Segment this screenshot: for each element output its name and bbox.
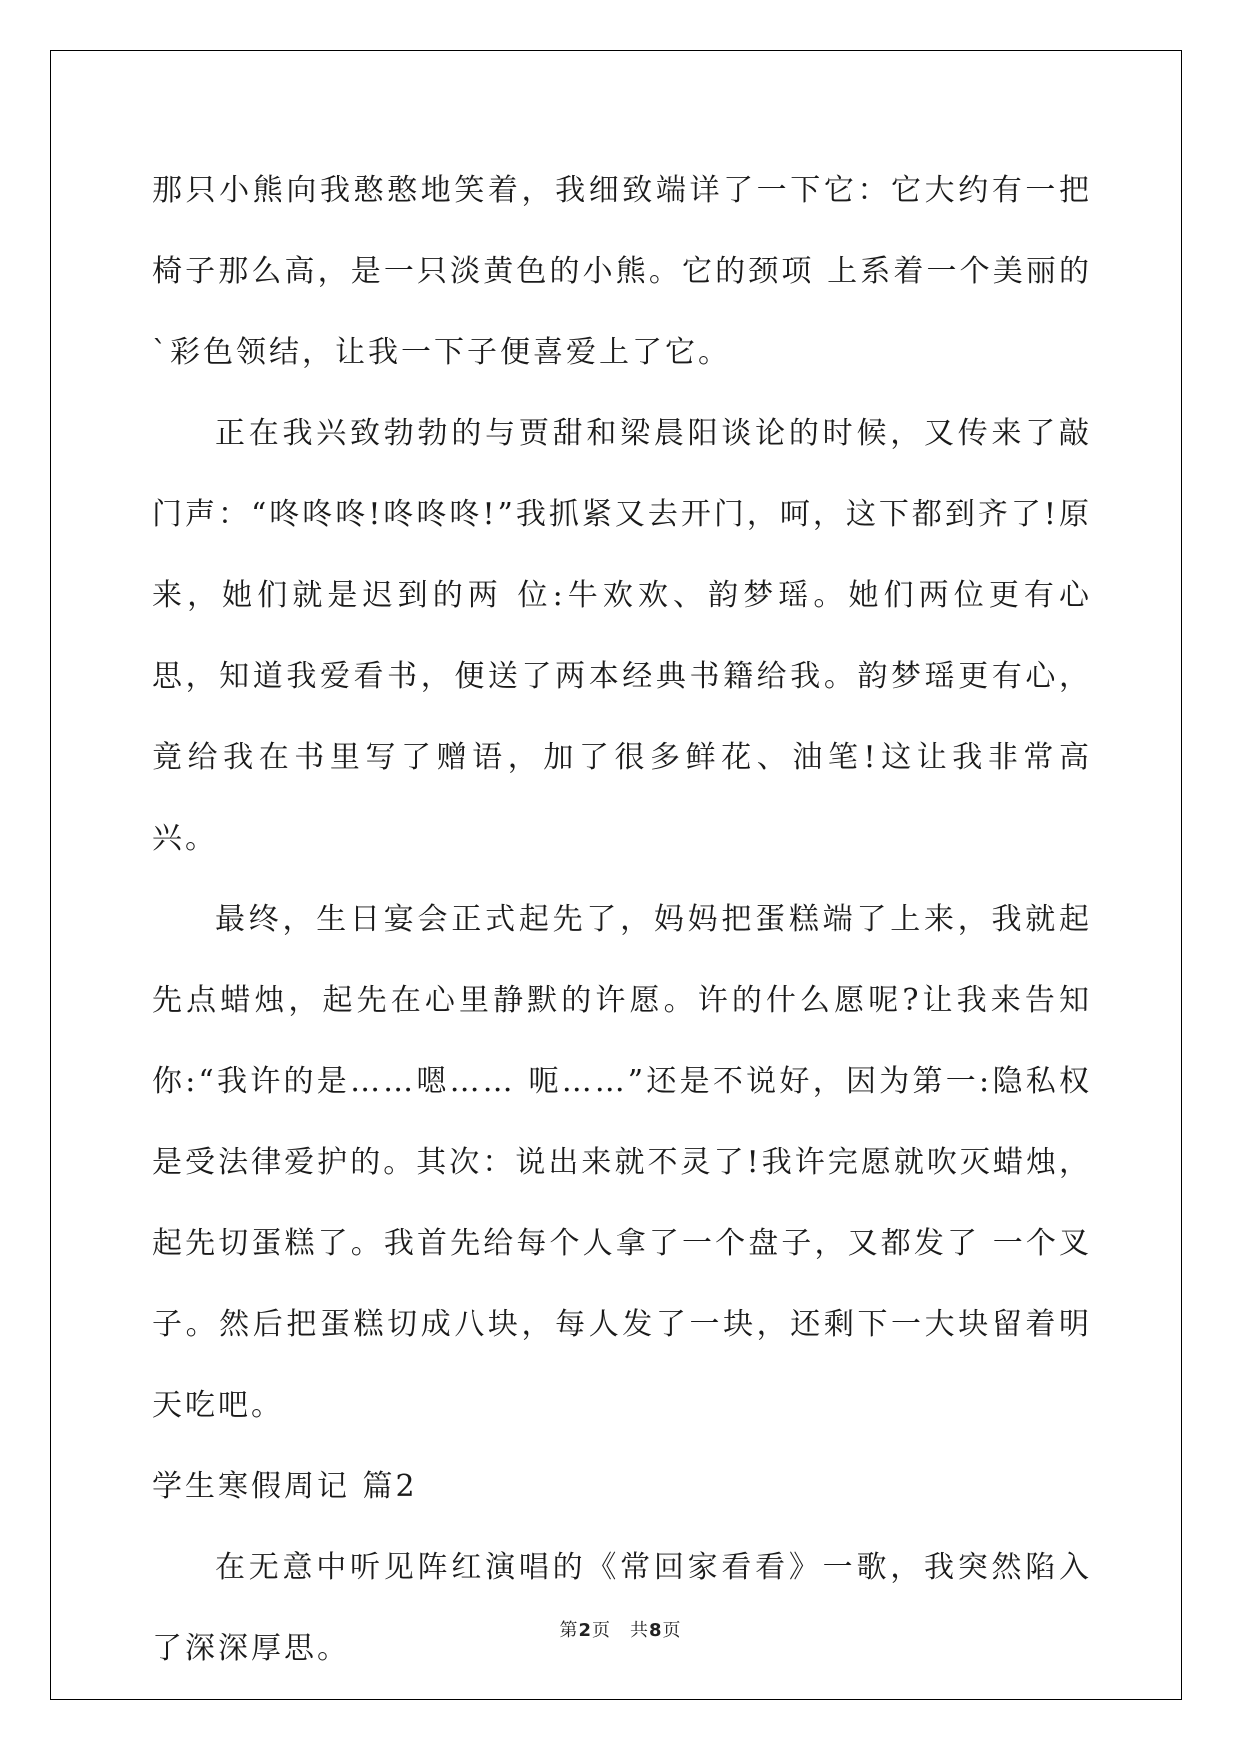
section-paragraph: 在无意中听见阵红演唱的《常回家看看》一歌，我突然陷入了深深厚思。 — [152, 1550, 1092, 1666]
footer-page-current: 2 — [578, 1620, 592, 1641]
paragraph-2: 正在我兴致勃勃的与贾甜和梁晨阳谈论的时候，又传来了敲门声：“咚咚咚!咚咚咚!”我抓紧又去开门，呵，这下都到齐了!原来，她们就是迟到的两 位:牛欢欢、韵梦瑶。她们两位更有心思，知道我爱看书，便送了两本经典书籍给我。韵梦瑶更有心，竟给我在书里写了赠语，加了很多鲜花、油笔!这让我非常高 兴。 — [152, 416, 1092, 856]
paragraph-3: 最终，生日宴会正式起先了，妈妈把蛋糕端了上来，我就起先点蜡烛，起先在心里静默的许愿。许的什么愿呢?让我来告知你:“我许的是……嗯…… 呃……”还是不说好，因为第一:隐私权是受法律爱护的。其次：说出来就不灵了!我许完愿就吹灭蜡烛，起先切蛋糕了。我首先给每个人拿了一个盘子，又都发了 一个叉子。然后把蛋糕切成八块，每人发了一块，还剩下一大块留着明天吃吧。 — [152, 902, 1092, 1423]
page-footer — [0, 1616, 1241, 1642]
footer-page-mid: 页 共 — [592, 1620, 649, 1641]
document-body — [152, 150, 1092, 1689]
footer-page-suffix: 页 — [662, 1620, 682, 1641]
paragraph-1: 那只小熊向我憨憨地笑着，我细致端详了一下它：它大约有一把椅子那么高，是一只淡黄色的小熊。它的颈项 上系着一个美丽的`彩色领结，让我一下子便喜爱上了它。 — [152, 173, 1092, 370]
footer-page-total: 8 — [649, 1620, 663, 1641]
section-heading: 学生寒假周记 篇2 — [152, 1469, 418, 1504]
footer-page-prefix: 第 — [559, 1620, 579, 1641]
